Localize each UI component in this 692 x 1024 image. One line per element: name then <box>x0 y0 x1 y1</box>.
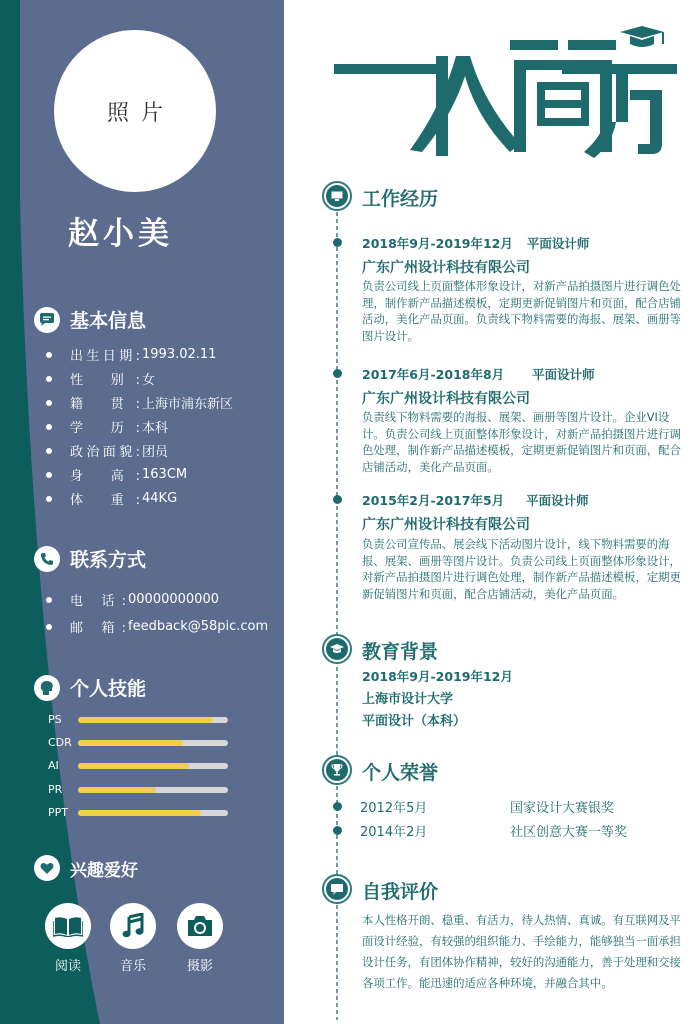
trophy-icon <box>326 759 348 781</box>
chat-bubble-icon <box>326 878 348 900</box>
education-section-icon-wrap <box>322 634 352 664</box>
info-row-height: 身 高: 163CM <box>46 465 187 484</box>
hobbies-title: 兴趣爱好 <box>70 860 138 881</box>
skill-row: PS <box>48 713 228 726</box>
info-row-weight: 体 重: 44KG <box>46 489 177 508</box>
contact-title: 联系方式 <box>70 549 147 571</box>
honors-title: 个人荣誉 <box>362 762 439 784</box>
skills-title: 个人技能 <box>70 678 147 700</box>
job-description: 负责线下物料需要的海报、展架、画册等图片设计。企业VI设计。负责公司线上页面整体形象设计，对新产品拍摄图片进行调色处理，制作新产品描述模板，定期更新促销图片和页面，配合店铺活动，美化产品页面。 <box>362 410 681 474</box>
skill-bar <box>78 787 228 793</box>
skills-header <box>34 674 146 701</box>
self-evaluation-text: 本人性格开朗、稳重、有活力，待人热情、真诚。有互联网及平面设计经验，有较强的组织能力、手绘能力，能够独当一面承担设计任务，有团体协作精神，较好的沟通能力，善于处理和交接各项工作。能迅速的适应各种环境，并融合其中。 <box>362 913 681 990</box>
education-period: 2018年9月-2019年12月 <box>362 669 513 684</box>
self-title: 自我评价 <box>362 881 439 903</box>
honor-date: 2012年5月 <box>360 801 428 816</box>
timeline-dot <box>333 802 342 811</box>
job-company: 广东广州设计科技有限公司 <box>362 260 530 276</box>
job-description: 负责公司线上页面整体形象设计，对新产品拍摄图片进行调色处理，制作新产品描述模板，定期更新促销图片和页面，配合店铺活动，美化产品页面。负责线下物料需要的海报、展架、画册等图片设计。 <box>362 279 681 343</box>
person-head-icon <box>34 675 60 701</box>
work-title: 工作经历 <box>362 188 439 210</box>
honors-section-icon-wrap <box>322 755 352 785</box>
job-header: 2017年6月-2018年8月 平面设计师 <box>362 367 595 382</box>
skill-bar <box>78 717 228 723</box>
job-company: 广东广州设计科技有限公司 <box>362 391 530 407</box>
phone-icon <box>34 546 60 572</box>
skill-row: PPT <box>48 806 228 819</box>
skill-row: AI <box>48 759 228 772</box>
job-header: 2018年9月-2019年12月 平面设计师 <box>362 236 590 251</box>
hobbies-header <box>34 855 138 881</box>
resume-heading <box>332 26 677 166</box>
contact-header <box>34 545 146 572</box>
hobby-reading: 阅读 <box>45 903 91 974</box>
timeline-dot <box>333 238 342 247</box>
graduation-cap-icon <box>326 638 348 660</box>
info-row-birth: 出生日期: 1993.02.11 <box>46 345 216 364</box>
info-row-education: 学 历: 本科 <box>46 417 168 436</box>
work-section-icon-wrap <box>322 181 352 211</box>
skill-row: PR <box>48 783 228 796</box>
job-company: 广东广州设计科技有限公司 <box>362 517 530 533</box>
hobby-music: 音乐 <box>110 903 156 974</box>
info-row-hometown: 籍 贯: 上海市浦东新区 <box>46 393 233 412</box>
book-icon <box>45 903 91 949</box>
honor-award: 社区创意大赛一等奖 <box>510 825 628 840</box>
info-row-political: 政治面貌: 团员 <box>46 441 168 460</box>
timeline-dot <box>333 369 342 378</box>
monitor-icon <box>326 185 348 207</box>
music-note-icon <box>110 903 156 949</box>
info-row-gender: 性 别: 女 <box>46 369 155 388</box>
skill-bar <box>78 740 228 746</box>
info-row-phone: 电 话: 00000000000 <box>46 590 219 609</box>
resume-heading-graphic <box>332 26 677 166</box>
job-header: 2015年2月-2017年5月 平面设计师 <box>362 493 589 508</box>
skill-bar-fill <box>78 787 156 793</box>
skill-bar-fill <box>78 763 189 769</box>
skill-row: CDR <box>48 736 228 749</box>
camera-icon <box>177 903 223 949</box>
honor-date: 2014年2月 <box>360 825 428 840</box>
self-section-icon-wrap <box>322 874 352 904</box>
photo-placeholder: 照片 <box>54 30 216 192</box>
chat-bubble-icon <box>34 307 60 333</box>
job-description: 负责公司宣传品、展会线下活动图片设计，线下物料需要的海报、展架、画册等图片设计。负责公司线上页面整体形象设计，对新产品拍摄图片进行调色处理，制作新产品描述模板，定期更新促销图片和页面，配合店铺活动，美化产品页面。 <box>362 537 681 601</box>
education-title: 教育背景 <box>362 641 439 663</box>
basic-info-header <box>34 306 146 333</box>
education-major: 平面设计（本科） <box>362 714 467 729</box>
skill-bar-fill <box>78 740 183 746</box>
heart-icon <box>34 855 60 881</box>
person-name: 赵小美 <box>68 216 173 252</box>
skill-bar <box>78 810 228 816</box>
skill-bar <box>78 763 228 769</box>
education-school: 上海市设计大学 <box>362 692 454 707</box>
timeline-dot <box>333 826 342 835</box>
basic-info-title: 基本信息 <box>70 310 147 332</box>
honor-award: 国家设计大赛银奖 <box>510 801 615 816</box>
skill-bar-fill <box>78 717 213 723</box>
info-row-email: 邮 箱: feedback@58pic.com <box>46 617 268 636</box>
skill-bar-fill <box>78 810 201 816</box>
hobby-photography: 摄影 <box>177 903 223 974</box>
timeline-dot <box>333 495 342 504</box>
